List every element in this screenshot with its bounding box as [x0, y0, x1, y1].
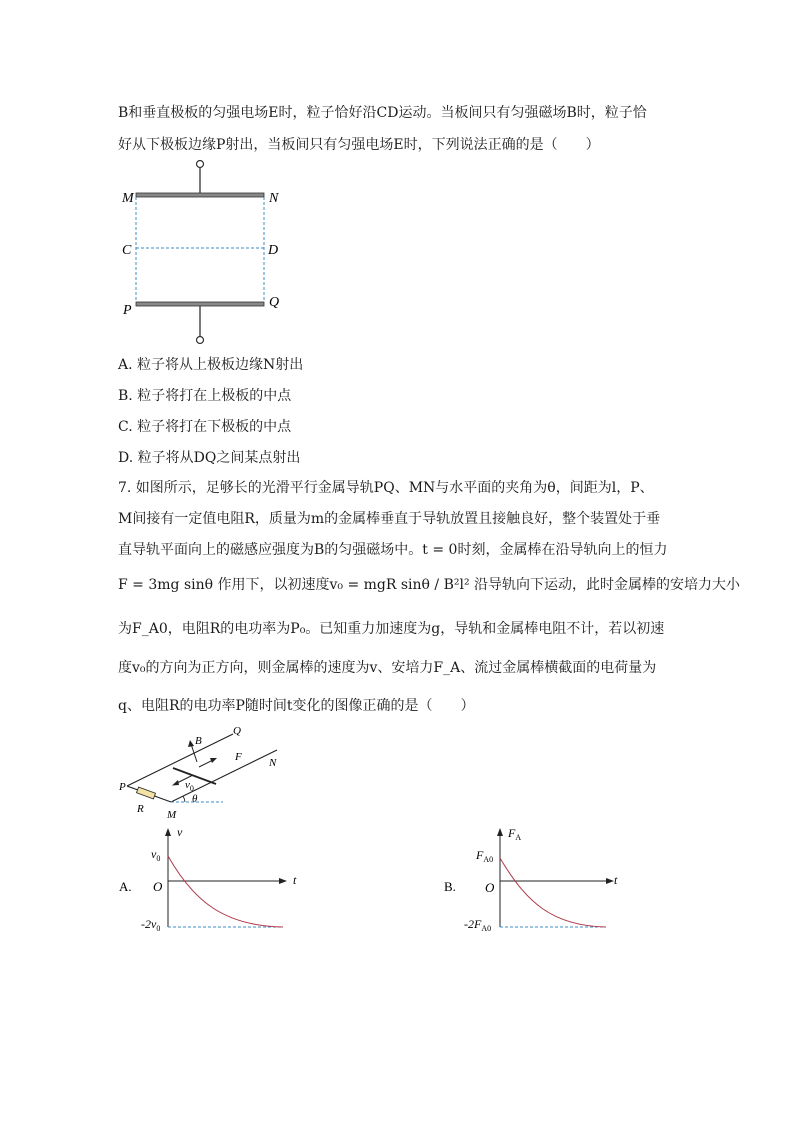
graph-b-top-label: $F_{A0}$	[476, 848, 494, 864]
option-d: D. 粒子将从DQ之间某点射出	[118, 450, 301, 466]
label-F: F	[235, 751, 242, 763]
capacitor-figure	[118, 158, 288, 348]
graph-a-top-label: $v_0$	[151, 847, 161, 863]
label-theta: θ	[192, 793, 198, 805]
label-C: C	[122, 243, 132, 258]
label-P: P	[123, 303, 132, 318]
label-P: P	[119, 781, 126, 793]
label-Q: Q	[233, 725, 241, 737]
graph-b-origin: O	[485, 880, 495, 895]
problem7-line-5: 为F_A0，电阻R的电功率为P₀。已知重力加速度为g，导轨和金属棒电阻不计，若以初速	[118, 621, 665, 637]
problem6-line-1: B和垂直极板的匀强电场E时，粒子恰好沿CD运动。当板间只有匀强磁场B时，粒子恰	[118, 105, 647, 121]
graph-a-y-label: v	[177, 825, 183, 839]
option-c: C. 粒子将打在下极板的中点	[118, 419, 292, 435]
problem7-line-4: F = 3mg sinθ 作用下，以初速度v₀ = mgR sinθ / B²l² 沿导轨向下运动，此时金属棒的安培力大小	[118, 577, 741, 593]
graph-a-x-label: t	[293, 873, 297, 887]
problem7-line-3: 直导轨平面向上的磁感应强度为B的匀强磁场中。t = 0时刻，金属棒在沿导轨向上的恒力	[118, 542, 668, 558]
graph-a-option-label: A.	[119, 879, 132, 894]
graph-a	[115, 822, 315, 942]
graph-a-bottom-label: $-2v_0$	[141, 917, 161, 933]
problem7-line-7: q、电阻R的电功率P随时间t变化的图像正确的是（ ）	[118, 698, 475, 714]
label-N: N	[269, 757, 277, 769]
problem6-line-2: 好从下极板边缘P射出，当板间只有匀强电场E时，下列说法正确的是（ ）	[118, 137, 600, 153]
label-M: M	[167, 809, 177, 821]
label-M: M	[122, 191, 134, 206]
rail-diagram	[115, 722, 295, 822]
graph-b-x-label: t	[614, 873, 618, 887]
label-R: R	[137, 803, 144, 815]
label-N: N	[269, 191, 279, 206]
graph-b-y-label: $F_A$	[508, 826, 522, 842]
graph-b-bottom-label: $-2F_{A0}$	[464, 917, 492, 933]
label-D: D	[268, 243, 279, 258]
graph-b	[440, 822, 650, 942]
problem7-line-2: M间接有一定值电阻R，质量为m的金属棒垂直于导轨放置且接触良好，整个装置处于垂	[118, 511, 661, 527]
graph-a-origin: O	[153, 879, 163, 894]
problem7-line-6: 度v₀的方向为正方向，则金属棒的速度为v、安培力F_A、流过金属棒横截面的电荷量为	[118, 660, 657, 676]
label-Q: Q	[269, 295, 280, 310]
graph-b-curve	[500, 858, 606, 927]
option-a: A. 粒子将从上极板边缘N射出	[118, 357, 304, 373]
graph-b-option-label: B.	[444, 879, 456, 894]
label-B: B	[195, 735, 202, 747]
option-b: B. 粒子将打在上极板的中点	[118, 388, 292, 404]
graph-a-curve	[168, 856, 283, 927]
label-v0: $v_0$	[185, 779, 194, 793]
problem7-line-1: 7. 如图所示，足够长的光滑平行金属导轨PQ、MN与水平面的夹角为θ，间距为l，P、	[118, 480, 654, 496]
